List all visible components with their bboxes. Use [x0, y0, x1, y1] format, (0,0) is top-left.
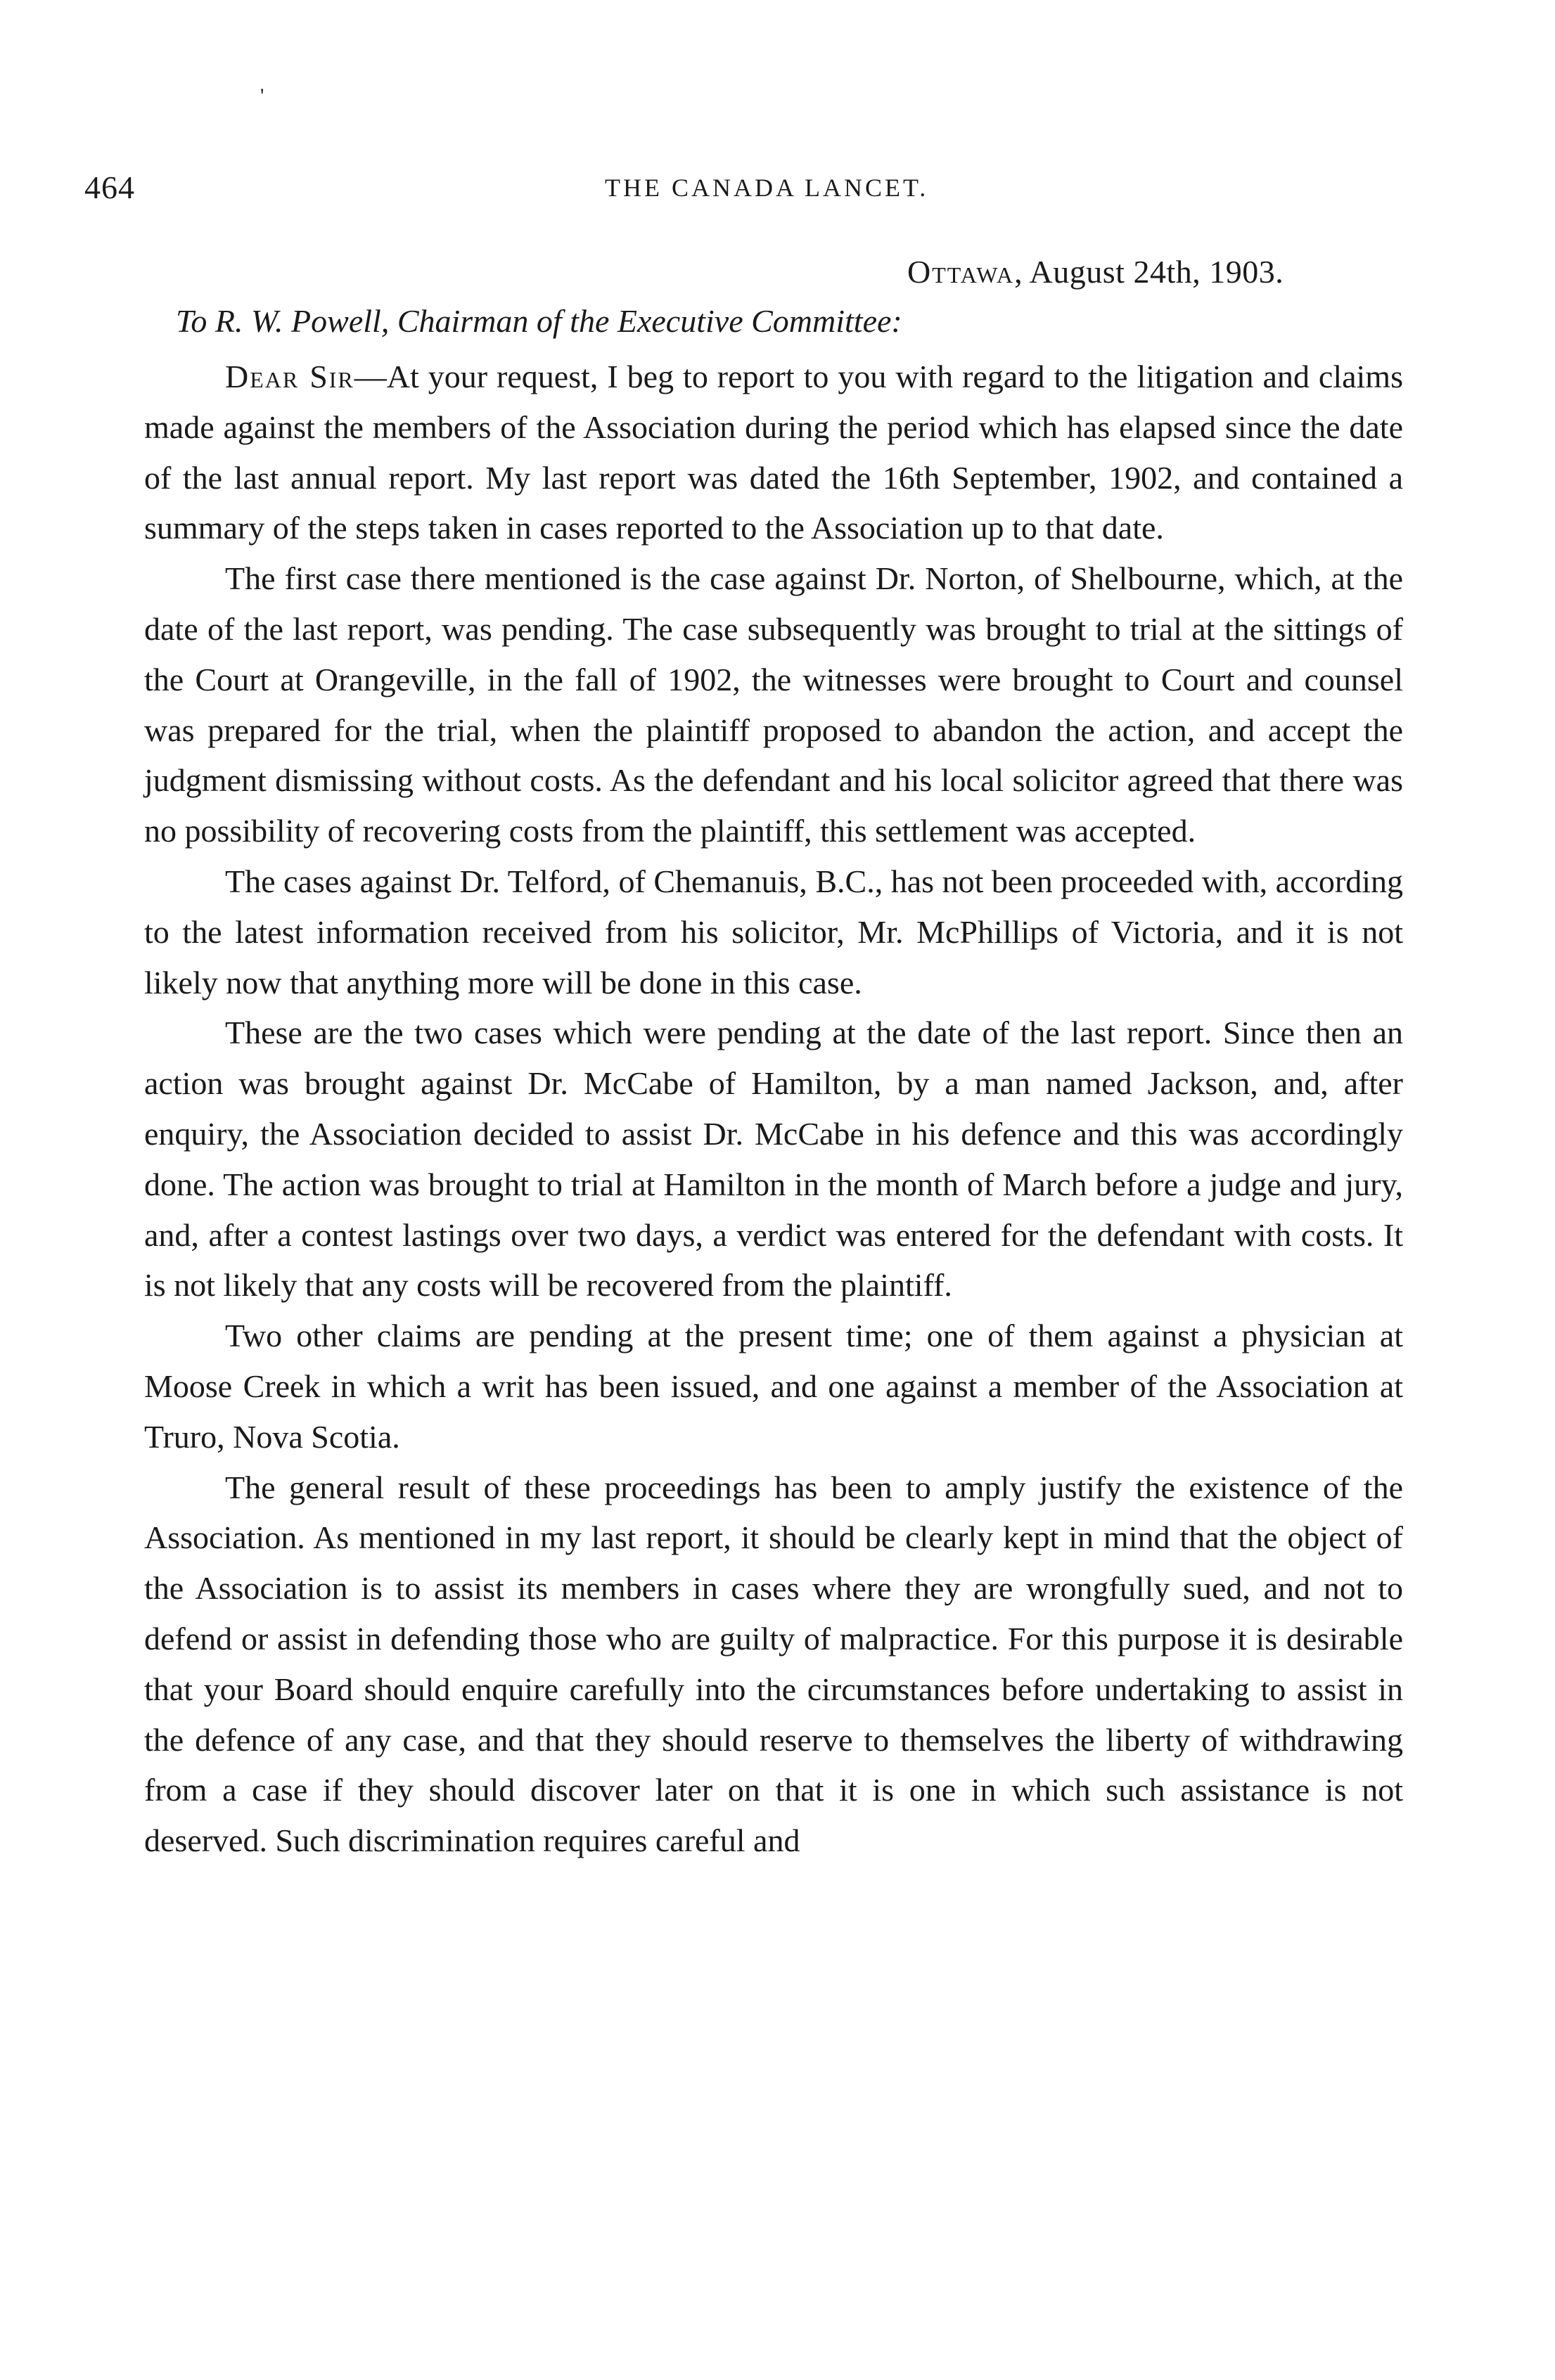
running-head: THE CANADA LANCET. [605, 174, 929, 202]
paragraph-3: The cases against Dr. Telford, of Chemanuis, B.C., has not been proceeded with, according to the latest information received from his solicitor, Mr. McPhillips of Victoria, and it is not likely now that anything more will be done in this case. [144, 863, 1403, 1001]
paragraph-6: The general result of these proceedings has been to amply justify the existence of the Association. As mentioned in my last report, it should be clearly kept in mind that the object of the Association is to assist its members in cases where they are wrongfully sued, and not to defend or assist in defending those who are guilty of malpractice. For this purpose it is desirable that your Board should enquire carefully into the circumstances before undertaking to assist in the defence of any case, and that they should reserve to themselves the liberty of withdrawing from a case if they should discover later on that it is one in which such assistance is not deserved. Such discrimination requires careful and [144, 1469, 1403, 1859]
dateline-date: , August 24th, 1903. [1014, 254, 1284, 290]
dateline [907, 253, 1284, 290]
page-number: 464 [84, 169, 135, 205]
salutation: Dear Sir [225, 359, 354, 394]
page-header [84, 169, 1407, 211]
paragraph-1 [144, 352, 1403, 553]
paragraph-5: Two other claims are pending at the present time; one of them against a physician at Moose Creek in which a writ has been issued, and one against a member of the Association at Truro, Nova Scotia. [144, 1318, 1403, 1455]
paragraph-4: These are the two cases which were pending at the date of the last report. Since then an action was brought against Dr. McCabe of Hamilton, by a man named Jackson, and, after enquiry, the Association decided to assist Dr. McCabe in his defence and this was accordingly done. The action was brought to trial at Hamilton in the month of March before a judge and jury, and, after a contest lastings over two days, a verdict was entered for the defendant with costs. It is not likely that any costs will be recovered from the plaintiff. [144, 1015, 1403, 1304]
paragraph-1-text: —At your request, I beg to report to you with regard to the litigation and claims made against the members of the Association during the period which has elapsed since the date of the last annual report. My last report was dated the 16th September, 1902, and contained a summary of the steps taken in cases reported to the Association up to that date. [144, 359, 1403, 546]
stray-mark: ' [260, 84, 264, 108]
addressee: To R. W. Powell, Chairman of the Executive Committee: [176, 303, 902, 339]
paragraph-2: The first case there mentioned is the case against Dr. Norton, of Shelbourne, which, at the date of the last report, was pending. The case subsequently was brought to trial at the sittings of the Court at Orangeville, in the fall of 1902, the witnesses were brought to Court and counsel was prepared for the trial, when the plaintiff proposed to abandon the action, and accept the judgment dismissing without costs. As the defendant and his local solicitor agreed that there was no possibility of recovering costs from the plaintiff, this settlement was accepted. [144, 560, 1403, 849]
letter-body [144, 352, 1403, 1866]
dateline-place: Ottawa [907, 254, 1015, 290]
